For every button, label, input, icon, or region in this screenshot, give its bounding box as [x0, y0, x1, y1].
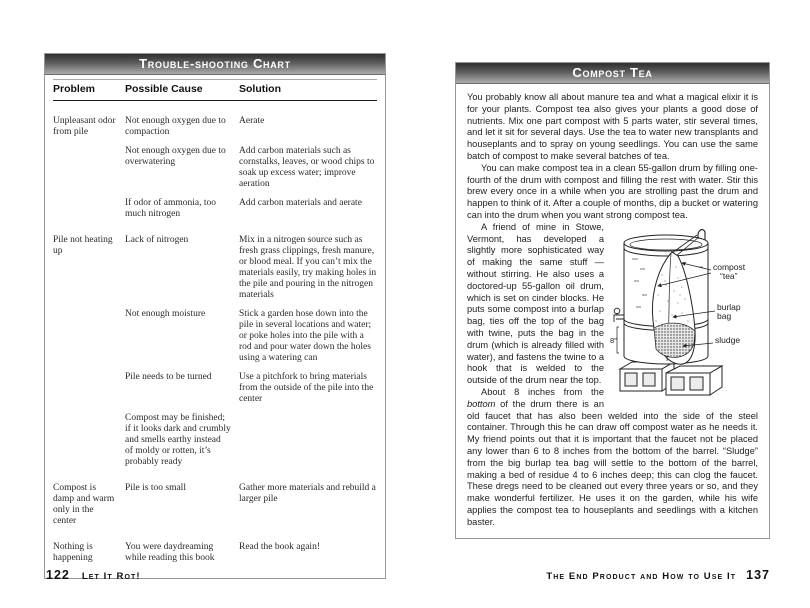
depth-bracket [617, 327, 619, 353]
book-title: Let It Rot! [81, 571, 141, 582]
burlap-bag [652, 252, 695, 364]
trouble-shooting-chart [44, 53, 386, 579]
problem-cell: Unpleasant odor from pile [53, 116, 116, 137]
left-page-number: 122 [46, 568, 70, 582]
section-body [456, 84, 769, 538]
cause-cell: You were daydreaming while reading this book [125, 542, 215, 563]
table-row [53, 542, 377, 564]
table-row [53, 146, 377, 190]
left-page-footer [46, 566, 141, 584]
section-title-bar: Compost Tea [456, 63, 769, 84]
table-row [53, 198, 377, 220]
cause-cell: If odor of ammonia, too much nitrogen [125, 198, 217, 219]
cause-cell: Lack of nitrogen [125, 235, 189, 245]
column-header-problem: Problem [53, 83, 96, 95]
figure-label-burlap-bag: burlap bag [717, 301, 741, 322]
cause-cell: Pile is too small [125, 483, 186, 493]
solution-cell: Add carbon materials and aerate [239, 198, 362, 208]
trouble-shooting-table [45, 75, 385, 578]
cause-cell: Not enough oxygen due to overwatering [125, 146, 226, 167]
paragraph: You can make compost tea in a clean 55-gallon drum by filling one-fourth of the drum with compost and filling the rest with water. Stir this brew every once in a while when you are strolling past the drum and happen to think of it. After a couple of months, dip a bucket or watering can into the drum when you want strong compost tea. [467, 162, 758, 220]
solution-cell: Add carbon materials such as cornstalks, leaves, or wood chips to soak up excess water; improve aeration [239, 146, 375, 189]
chart-title-bar: Trouble-shooting Chart [45, 54, 385, 75]
paragraph: You probably know all about manure tea and what a magical elixir it is for your plants. Compost tea also gives your plants a good dose of nutrients. Mix one part compost with 5 parts water, stir several times, and let it sit for several days. Use the tea to water new transplants and houseplants and to spray on young seedlings. You can use the same batch of compost to make several batches of tea. [467, 92, 758, 161]
table-row [53, 483, 377, 527]
table-row [53, 413, 377, 468]
solution-cell: Use a pitchfork to bring materials from the outside of the pile into the center [239, 372, 374, 404]
compost-tea-drum-figure [610, 223, 758, 405]
problem-cell [53, 198, 117, 220]
problem-cell: Compost is damp and warm only in the center [53, 483, 115, 526]
cause-cell: Not enough moisture [125, 309, 206, 319]
table-header-row [53, 79, 377, 101]
figure-label-sludge: sludge [715, 334, 741, 345]
table-row [53, 235, 377, 301]
chapter-title: The End Product and How to Use It [546, 571, 737, 582]
solution-cell: Aerate [239, 116, 265, 126]
solution-cell [239, 413, 377, 468]
paragraph: A friend of mine in Stowe, Vermont, has developed a slightly more sophisticated way of making the same stuff — without stirring. He also uses a doctored-up 55-gallon oil drum, which is set on cinder blocks. He puts some compost into a burlap bag, ties off the top of the bag with twine, puts the bag in the drum (which is already filled with water), and fastens the twine to a hook that is welded to the outside of the drum near the top. [467, 221, 604, 386]
solution-cell: Stick a garden hose down into the pile in several locations and water; or poke holes into the pile with a rod and pour water down the holes using a watering can [239, 309, 372, 363]
problem-cell: Pile not heating up [53, 235, 113, 256]
solution-cell: Mix in a nitrogen source such as fresh grass clippings, fresh manure, or blood meal. If you can’t mix the materials easily, try making holes in the pile and pouring in the nitrogen materials [239, 235, 377, 300]
problem-cell [53, 372, 117, 405]
column-header-solution: Solution [239, 83, 281, 95]
cinder-blocks [620, 362, 722, 395]
figure-label-compost-tea: compost “tea” [713, 261, 746, 282]
solution-cell: Read the book again! [239, 542, 320, 552]
solution-cell: Gather more materials and rebuild a larger pile [239, 483, 376, 504]
right-page-number: 137 [746, 568, 770, 582]
cause-cell: Pile needs to be turned [125, 372, 212, 382]
right-page-footer [455, 566, 770, 584]
compost-tea-section [455, 62, 770, 539]
problem-cell: Nothing is happening [53, 542, 93, 563]
italic-word: bottom [467, 398, 496, 409]
problem-cell [53, 309, 117, 364]
table-row [53, 116, 377, 138]
problem-cell [53, 413, 117, 468]
faucet [614, 308, 624, 322]
paragraph: About 8 inches from the bottom of the drum there is an old faucet that has also been welded into the side of the steel container. Through this he can draw off compost water as he needs it. My friend points out that it is important that the faucet not be placed any lower than 6 to 8 inches from the bottom of the barrel. “Sludge” from the big burlap tea bag will settle to the bottom of the barrel, making a bed of residue 4 to 6 inches deep; this can clog the faucet. These dregs need to be cleaned out every three years or so, and they make wonderful fertilizer. He uses it on the garden, while his wife applies the compost tea to houseplants and seedlings with a kitchen baster. [467, 386, 758, 527]
cause-cell: Compost may be finished; if it looks dark and crumbly and smells earthy instead of moldy or rotten, it’s probably ready [125, 413, 231, 467]
table-row [53, 372, 377, 405]
column-header-cause: Possible Cause [125, 83, 203, 95]
table-row [53, 309, 377, 364]
depth-label: 8″ [610, 335, 617, 345]
sludge-area [654, 323, 695, 357]
problem-cell [53, 146, 117, 190]
cause-cell: Not enough oxygen due to compaction [125, 116, 226, 137]
